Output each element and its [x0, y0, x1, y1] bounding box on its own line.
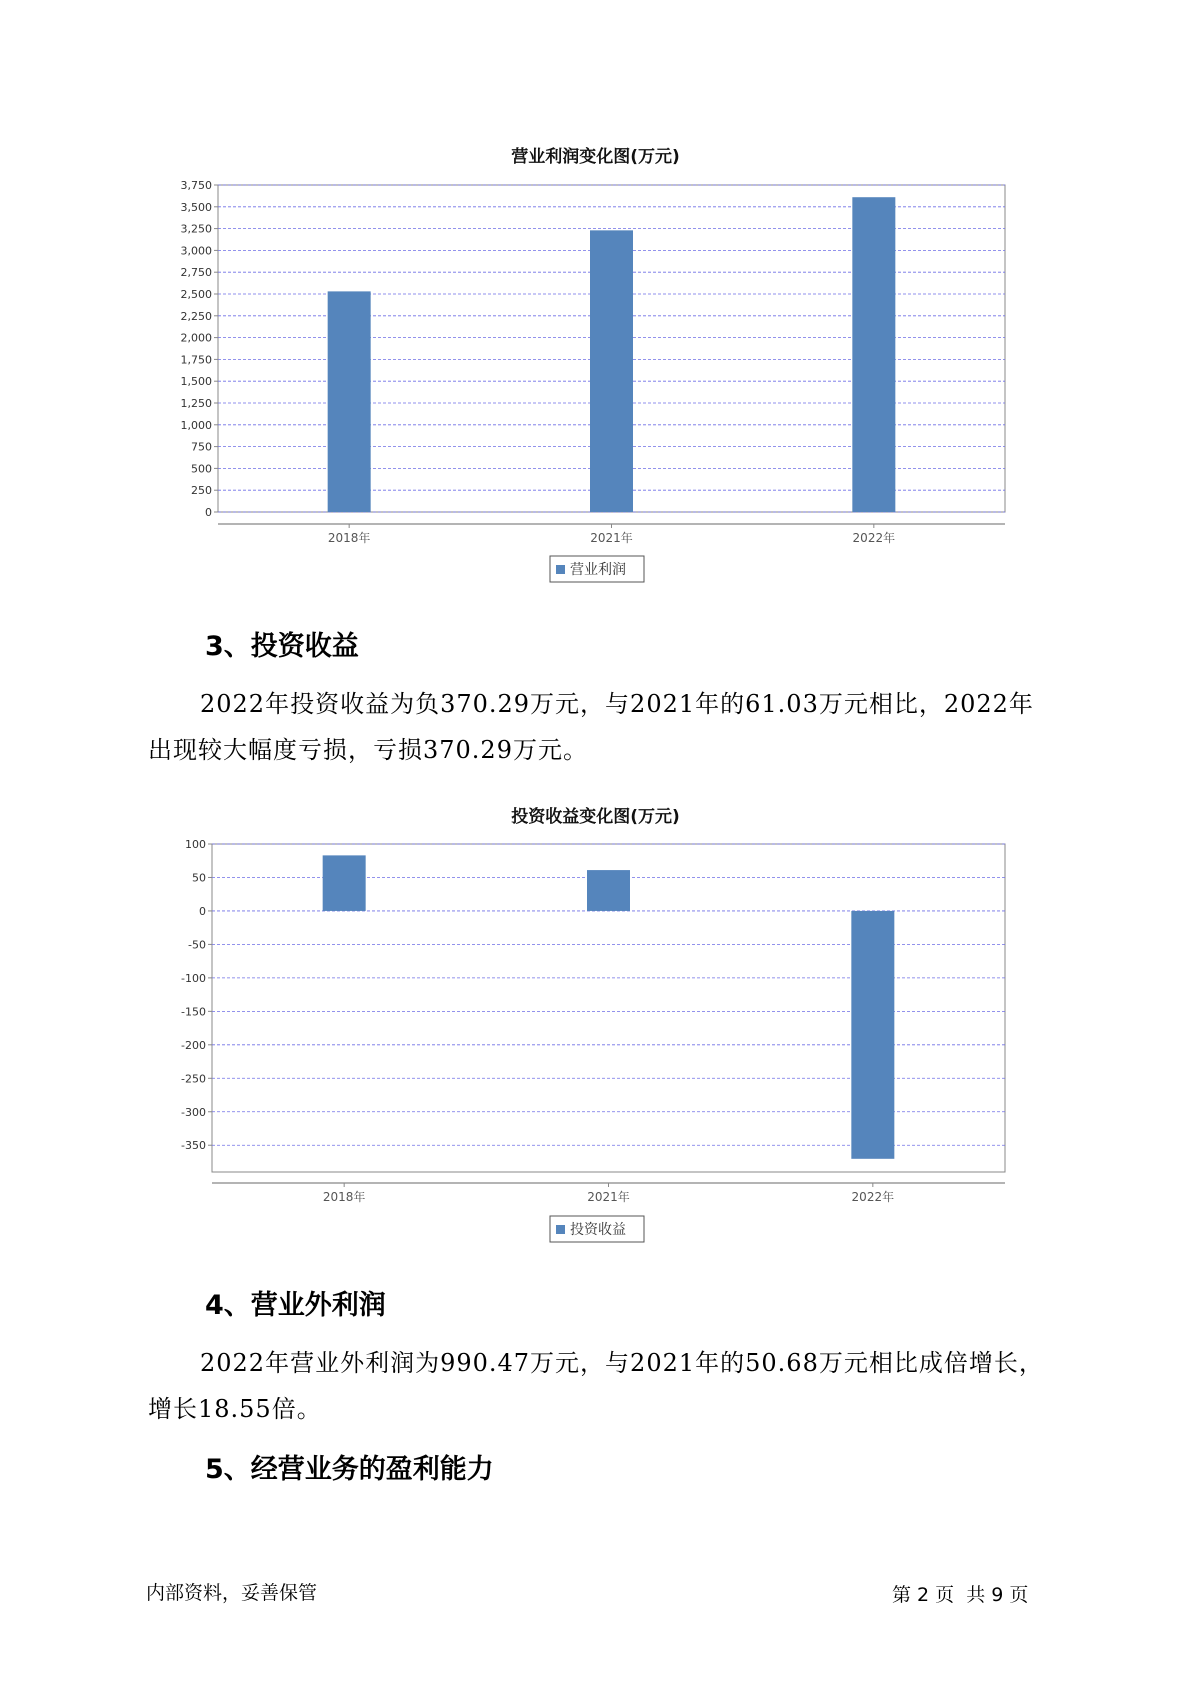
x-tick-label: 2021年: [590, 531, 633, 545]
legend-label: 营业利润: [570, 562, 626, 578]
section-3-heading: 3、投资收益: [205, 631, 359, 662]
y-tick-label: 3,250: [180, 222, 212, 236]
footer-page-number: 第 2 页 共 9 页: [892, 1584, 1029, 1606]
section-3-line-1: 2022年投资收益为负370.29万元，与2021年的61.03万元相比，2022年: [200, 690, 1034, 718]
y-tick-label: -100: [181, 971, 206, 985]
section-4-paragraph: [148, 1340, 1068, 1432]
y-tick-label: 1,000: [180, 418, 212, 432]
y-tick-label: 0: [199, 904, 206, 918]
y-tick-label: 3,750: [180, 179, 212, 192]
y-tick-label: -200: [181, 1038, 206, 1052]
x-tick-label: 2022年: [851, 1190, 895, 1204]
chart2-title: 投资收益变化图(万元): [511, 807, 680, 827]
y-tick-label: 0: [205, 506, 212, 519]
x-tick-label: 2018年: [322, 1190, 366, 1204]
y-tick-label: 500: [191, 462, 212, 476]
y-tick-label: -300: [181, 1105, 206, 1119]
y-tick-label: -350: [181, 1139, 206, 1153]
legend-label: 投资收益: [570, 1222, 626, 1238]
section-4-heading: 4、营业外利润: [205, 1290, 386, 1321]
bar: [587, 870, 630, 911]
y-tick-label: 2,500: [180, 288, 212, 301]
y-tick-label: 50: [192, 871, 206, 885]
y-tick-label: 3,500: [180, 200, 212, 214]
x-tick-label: 2022年: [852, 531, 896, 545]
section-4-line-2: 增长18.55倍。: [148, 1395, 322, 1423]
y-tick-label: 100: [185, 838, 206, 851]
y-tick-label: 2,000: [180, 331, 212, 345]
y-tick-label: 1,500: [180, 375, 212, 389]
section-4-line-1: 2022年营业外利润为990.47万元，与2021年的50.68万元相比成倍增长，: [200, 1349, 1044, 1377]
y-tick-label: 2,250: [180, 309, 212, 323]
bar: [851, 911, 894, 1159]
y-tick-label: -250: [181, 1072, 206, 1086]
y-tick-label: 250: [191, 484, 212, 498]
footer-confidential: 内部资料，妥善保管: [146, 1582, 318, 1604]
chart1-title: 营业利润变化图(万元): [511, 147, 680, 167]
y-tick-label: 1,750: [180, 353, 212, 367]
section-3-line-2: 出现较大幅度亏损，亏损370.29万元。: [148, 736, 588, 764]
y-tick-label: 1,250: [180, 397, 212, 410]
x-tick-label: 2021年: [587, 1190, 630, 1204]
legend-swatch: [556, 1225, 565, 1234]
y-tick-label: -150: [181, 1005, 206, 1019]
y-tick-label: 3,000: [180, 244, 212, 258]
bar: [323, 855, 366, 911]
y-tick-label: 2,750: [180, 266, 212, 280]
x-tick-label: 2018年: [327, 531, 371, 545]
y-tick-label: 750: [191, 440, 212, 454]
y-tick-label: -50: [188, 938, 206, 952]
section-5-heading: 5、经营业务的盈利能力: [205, 1454, 494, 1485]
